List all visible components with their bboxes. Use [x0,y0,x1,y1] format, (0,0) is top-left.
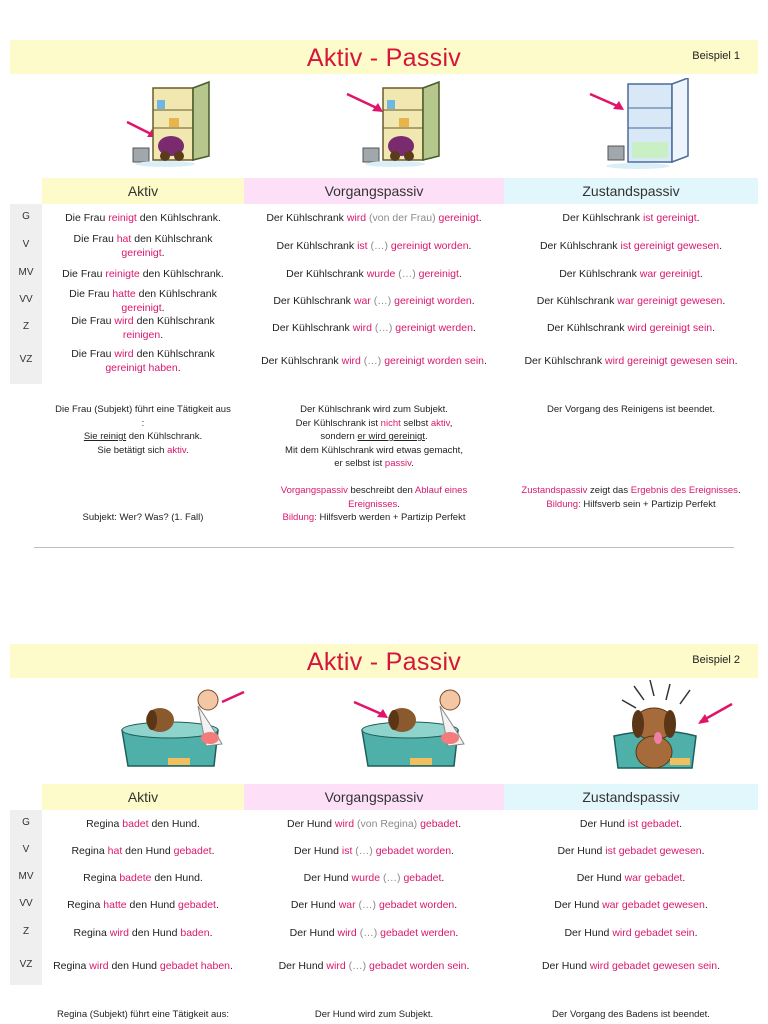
text-segment: . [734,355,738,367]
text-segment: Der Vorgang des Badens ist beendet. [552,1009,710,1020]
text-segment: ist gereinigt [642,212,697,224]
note-line [244,1008,504,1022]
text-segment: Der Kühlschrank [546,322,628,334]
text-segment: . [161,247,165,259]
text-segment: Der Hund [278,960,327,972]
section1-beispiel: Beispiel 1 [692,50,740,62]
text-segment: . [215,899,219,911]
text-segment: Regina [53,960,90,972]
text-segment: gereinigt [121,302,162,314]
text-segment: wird gebadet gewesen sein [589,960,718,972]
text-segment: (von der Frau) [366,212,439,224]
text-segment: . [230,960,233,972]
text-segment: . [471,295,475,307]
text-segment: Regina [73,927,110,939]
text-segment: den Hund [128,927,181,939]
text-segment: gereinigt worden sein [384,355,485,367]
text-segment: . [682,872,686,884]
note-line [244,511,504,525]
note-line [42,444,244,458]
text-segment: Der Hund [290,899,339,911]
cell-aktiv [42,959,244,973]
text-segment: ist [357,240,368,252]
text-segment: den Hund [122,845,174,857]
text-segment: . [701,845,705,857]
text-segment: den Kühlschrank [133,315,215,327]
note-line [42,417,244,431]
cell-aktiv [42,871,244,885]
note-block [244,403,504,471]
text-segment: Der Kühlschrank wird zum Subjekt. [300,404,448,415]
text-segment: gebadet [403,872,442,884]
text-segment: selbst [400,417,431,429]
row-label: VZ [19,354,33,365]
text-segment: reinigen [122,329,161,341]
text-segment: Ergebnis des Ereignisses [630,485,738,496]
text-segment: Hilfsverb sein + Partizip Perfekt [580,498,716,510]
text-segment: gereinigt worden [394,295,472,307]
cell-aktiv [42,287,244,315]
text-segment: Der Hund [564,927,613,939]
text-segment: Regina [71,845,108,857]
cell-zustand [504,817,758,831]
text-segment: gereinigt [418,268,459,280]
text-segment: . [712,322,716,334]
fridge-open-icon [345,80,445,168]
note-block [244,484,504,525]
row-label: G [22,211,30,222]
text-segment: nicht [380,417,401,429]
cell-aktiv [42,232,244,260]
text-segment: Vorgangspassiv [280,485,348,496]
text-segment: Der Hund [554,899,603,911]
text-segment: (…) [356,927,381,939]
cell-aktiv [42,267,244,281]
text-segment: reinigte [105,268,140,280]
text-segment: . [211,845,215,857]
text-segment: wird [346,212,367,224]
text-segment: ist [341,845,353,857]
cell-zustand [504,239,758,253]
note-line [42,403,244,417]
text-segment: . [472,322,476,334]
note-block [42,1008,244,1022]
text-segment: wird gereinigt sein [627,322,713,334]
text-segment: . [694,927,698,939]
text-segment: . [704,899,708,911]
text-segment: Der Kühlschrank [273,295,354,307]
note-line [244,457,504,471]
text-segment: Der Hund [303,872,352,884]
text-segment: wird gebadet sein [612,927,695,939]
cell-vorgang [244,817,504,831]
text-segment: badet [122,818,149,830]
cell-zustand [504,211,758,225]
text-segment: , [449,417,453,429]
text-segment: wird gereinigt gewesen sein [605,355,735,367]
text-segment: . [397,498,400,510]
text-segment: gebadet worden sein [369,960,467,972]
note-block [504,1008,758,1022]
text-segment: Mit dem Kühlschrank wird etwas gemacht, [285,444,463,456]
text-segment: . [719,240,723,252]
text-segment: war gereinigt gewesen [617,295,723,307]
row-label: VZ [19,959,33,970]
text-segment: Der Hund [541,960,590,972]
cell-aktiv [42,314,244,342]
text-segment: (…) [345,960,370,972]
text-segment: gebadet [420,818,459,830]
text-segment: Regina [67,899,104,911]
note-line [504,1008,758,1022]
text-segment: Der Kühlschrank [536,295,618,307]
text-segment: Sie reinigt [83,431,127,442]
cell-vorgang [244,926,504,940]
section-divider [34,547,734,548]
text-segment: sondern [320,431,358,442]
text-segment: gebadet haben [159,960,230,972]
text-segment: wird [114,315,134,327]
note-line [504,484,758,498]
text-segment: Die Frau [69,288,113,300]
text-segment: den Hund. [151,872,203,884]
text-segment: (…) [395,268,419,280]
text-segment: baden [180,927,210,939]
text-segment: . [679,818,683,830]
row-label: V [22,844,30,855]
text-segment: Die Frau [71,315,115,327]
text-segment: . [441,872,445,884]
text-segment: Bildung: [546,498,581,510]
header-zustandspassiv: Zustandspassiv [504,178,758,204]
note-line [244,417,504,431]
text-segment: ist gereinigt gewesen [620,240,720,252]
cell-aktiv [42,211,244,225]
text-segment: gereinigt [121,247,162,259]
cell-aktiv [42,817,244,831]
text-segment: hatte [112,288,136,300]
header-aktiv: Aktiv [42,178,244,204]
text-segment: Ablauf eines [414,485,468,496]
dog-bath-icon [118,686,248,770]
row-label: G [22,817,30,828]
cell-vorgang [244,354,504,368]
cell-vorgang [244,321,504,335]
section2-beispiel: Beispiel 2 [692,654,740,666]
note-block [244,1008,504,1022]
cell-zustand [504,926,758,940]
note-line [504,498,758,512]
cell-zustand [504,267,758,281]
text-segment: : [141,417,145,429]
text-segment: wird [89,960,109,972]
subject-question: Subjekt: Wer? Was? (1. Fall) [82,512,204,523]
text-segment: gereinigt worden [390,240,469,252]
text-segment: Der Kühlschrank [266,212,347,224]
text-segment: Der Kühlschrank [524,355,606,367]
cell-vorgang [244,294,504,308]
header-vorgangspassiv: Vorgangspassiv [244,178,504,204]
text-segment: . [478,212,482,224]
text-segment: hatte [103,899,127,911]
text-segment: hat [107,845,123,857]
section2-title: Aktiv - Passiv [306,648,462,676]
text-segment: . [185,444,189,456]
text-segment: . [411,458,414,469]
text-segment: Der Kühlschrank [272,322,353,334]
text-segment: Hilfsverb werden + Partizip Perfekt [316,512,466,523]
text-segment: . [160,329,164,341]
text-segment: . [209,927,213,939]
text-segment: den Kühlschrank [135,288,217,300]
note-line [244,484,504,498]
cell-aktiv [42,926,244,940]
text-segment: Der Hund [289,927,338,939]
fridge-clean-icon [588,78,693,170]
text-segment: . [424,431,428,442]
note-line [244,430,504,444]
text-segment: Die Frau (Subjekt) führt eine Tätigkeit aus [55,404,231,415]
text-segment: Ereignisses [348,498,398,510]
note-line [42,430,244,444]
text-segment: den Kühlschrank [133,348,215,360]
text-segment: Bildung: [282,512,317,523]
cell-zustand [504,321,758,335]
text-segment: . [458,268,462,280]
row-label: VV [19,294,33,305]
text-segment: Die Frau [65,212,109,224]
text-segment: Der Hund wird zum Subjekt. [314,1009,434,1020]
text-segment: zeigt das [587,485,631,496]
text-segment: gereinigt haben [105,362,178,374]
text-segment: wird [334,818,355,830]
dog-clean-icon [600,676,740,776]
cell-vorgang [244,267,504,281]
text-segment: . [451,845,454,857]
header-zustandspassiv-2: Zustandspassiv [504,784,758,810]
text-segment: Sie betätigt sich [97,444,168,456]
text-segment: wird [341,355,361,367]
text-segment: Der Hund [579,818,628,830]
text-segment: . [737,485,741,496]
text-segment: wird [109,927,129,939]
text-segment: (…) [352,845,376,857]
text-segment: (…) [371,322,396,334]
cell-zustand [504,294,758,308]
text-segment: war [338,899,356,911]
text-segment: . [161,302,165,314]
text-segment: Der Hund [576,872,625,884]
text-segment: er wird gereinigt [357,431,425,442]
text-segment: den Hund [108,960,160,972]
text-segment: . [484,355,487,367]
text-segment: . [696,212,700,224]
text-segment: Der Kühlschrank [261,355,342,367]
cell-vorgang [244,898,504,912]
row-label: MV [18,871,34,882]
cell-vorgang [244,844,504,858]
text-segment: gebadet werden [380,927,456,939]
text-segment: (…) [360,355,385,367]
text-segment: wird [352,322,372,334]
text-segment: den Kühlschrank. [136,212,221,224]
cell-zustand [504,898,758,912]
text-segment: . [455,927,459,939]
cell-zustand [504,871,758,885]
row-label: Z [22,321,30,332]
row-label: V [22,239,30,250]
text-segment: gebadet worden [378,899,455,911]
text-segment: Der Hund [557,845,606,857]
cell-zustand [504,844,758,858]
cell-vorgang [244,959,504,973]
cell-aktiv [42,844,244,858]
note-block [42,403,244,457]
text-segment: passiv [384,458,412,469]
note-block [504,484,758,511]
text-segment: (…) [355,899,379,911]
text-segment: (von Regina) [354,818,421,830]
text-segment: Regina [83,872,120,884]
text-segment: den Kühlschrank. [139,268,224,280]
text-segment: war gebadet gewesen [602,899,705,911]
text-segment: reinigt [108,212,137,224]
text-segment: Regina [86,818,123,830]
fridge-open-icon [125,80,215,168]
cell-aktiv [42,898,244,912]
note-line [504,403,758,417]
text-segment: hat [116,233,132,245]
text-segment: Die Frau [71,348,115,360]
section1-banner [10,40,758,74]
text-segment: wird [337,927,357,939]
text-segment: er selbst ist [334,458,385,469]
cell-vorgang [244,211,504,225]
section2-banner [10,644,758,678]
text-segment: den Hund. [148,818,200,830]
text-segment: beschreibt den [347,485,415,496]
text-segment: Der Hund [294,845,342,857]
dog-bath-icon [352,686,470,770]
text-segment: (…) [380,872,404,884]
text-segment: Die Frau [73,233,117,245]
text-segment: wurde [366,268,396,280]
header-aktiv-2: Aktiv [42,784,244,810]
text-segment: war gebadet [624,872,683,884]
text-segment: Der Kühlschrank [276,240,358,252]
text-segment: wurde [351,872,381,884]
note-line [244,444,504,458]
text-segment: den Kühlschrank [131,233,213,245]
text-segment: Der Kühlschrank [559,268,640,280]
note-block [504,403,758,417]
text-segment: . [458,818,461,830]
text-segment: . [717,960,721,972]
text-segment: gebadet [178,899,216,911]
text-segment: (…) [370,295,395,307]
text-segment: aktiv [167,444,186,456]
text-segment: wird [114,348,134,360]
text-segment: Die Frau [62,268,106,280]
text-segment: . [468,240,472,252]
text-segment: gebadet worden [375,845,452,857]
text-segment: Der Kühlschrank [539,240,621,252]
text-segment: gereinigt [438,212,479,224]
text-segment: ist gebadet [627,818,680,830]
text-segment: aktiv [430,417,450,429]
text-segment: . [454,899,458,911]
text-segment: Regina (Subjekt) führt eine Tätigkeit aus: [57,1009,229,1020]
text-segment: war gereinigt [639,268,700,280]
text-segment: Der Hund [287,818,335,830]
text-segment: Der Kühlschrank [286,268,367,280]
text-segment: . [466,960,470,972]
note-line [244,403,504,417]
text-segment: gereinigt werden [395,322,473,334]
row-label: MV [18,267,34,278]
text-segment: . [722,295,726,307]
text-segment: Zustandspassiv [521,485,588,496]
text-segment: ist gebadet gewesen [605,845,702,857]
cell-vorgang [244,871,504,885]
text-segment: den Hund [126,899,179,911]
header-vorgangspassiv-2: Vorgangspassiv [244,784,504,810]
text-segment: war [353,295,371,307]
cell-aktiv [42,347,244,375]
text-segment: Der Kühlschrank [562,212,643,224]
cell-zustand [504,354,758,368]
text-segment: den Kühlschrank. [126,431,203,442]
text-segment: Der Kühlschrank ist [295,417,381,429]
row-label: Z [22,926,30,937]
note-line [42,1008,244,1022]
note-line [244,498,504,512]
text-segment: (…) [367,240,391,252]
cell-vorgang [244,239,504,253]
text-segment: . [177,362,181,374]
text-segment: badete [119,872,152,884]
text-segment: wird [326,960,346,972]
cell-zustand [504,959,758,973]
row-label: VV [19,898,33,909]
section1-title: Aktiv - Passiv [306,44,462,72]
text-segment: . [699,268,703,280]
text-segment: Der Vorgang des Reinigens ist beendet. [547,404,715,415]
text-segment: gebadet [173,845,212,857]
